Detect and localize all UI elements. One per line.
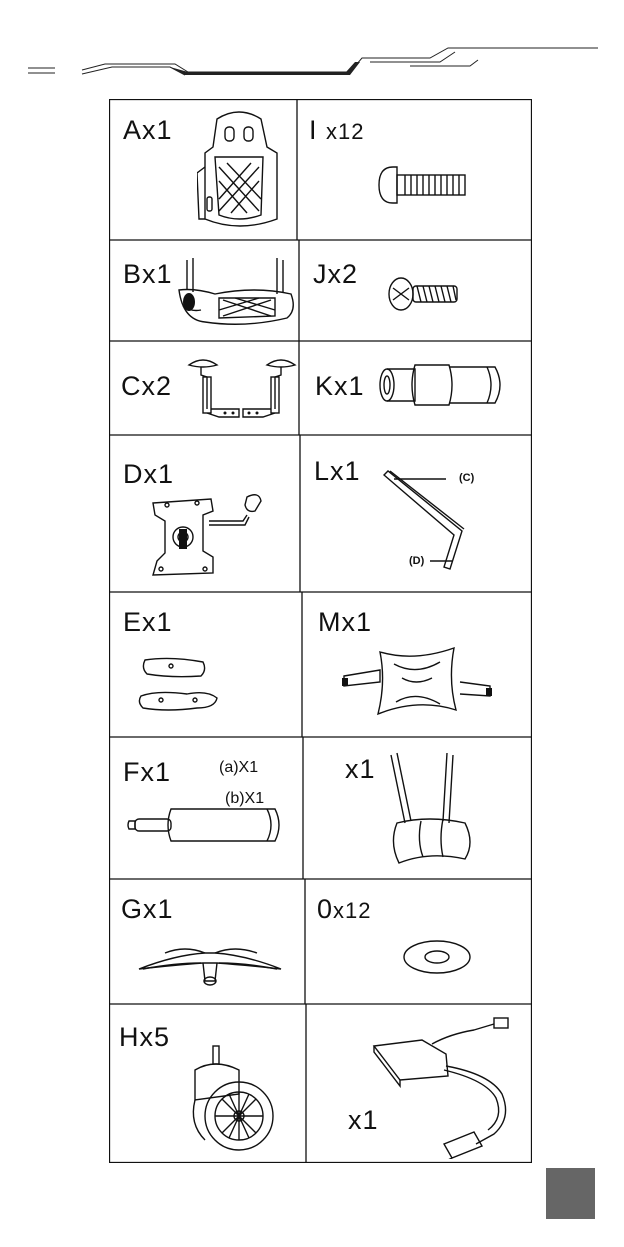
tilt-mechanism-icon bbox=[147, 491, 277, 581]
part-cell-a bbox=[109, 99, 297, 240]
part-label: Ex1 bbox=[123, 607, 173, 637]
lumbar-pillow-icon bbox=[385, 749, 475, 869]
part-cell-p bbox=[306, 1004, 532, 1163]
part-cell-i bbox=[297, 99, 532, 240]
side-cover-b-icon bbox=[137, 688, 221, 714]
seat-back-icon bbox=[197, 107, 282, 232]
part-cell-b bbox=[109, 240, 299, 341]
gas-lift-icon bbox=[125, 805, 290, 845]
part-label: Fx1 bbox=[123, 757, 172, 787]
part-label: Ax1 bbox=[123, 115, 173, 145]
part-label: Lx1 bbox=[314, 456, 361, 486]
cylinder-cover-icon bbox=[377, 363, 507, 408]
part-cell-n bbox=[303, 737, 532, 879]
armrest-icon bbox=[183, 355, 303, 430]
part-label: Gx1 bbox=[121, 894, 174, 924]
part-label: Kx1 bbox=[315, 371, 365, 401]
part-label: Dx1 bbox=[123, 459, 175, 489]
part-cell-d bbox=[109, 435, 300, 592]
bolt-icon bbox=[375, 161, 470, 211]
header-decoration bbox=[0, 40, 624, 90]
caster-wheel-icon bbox=[185, 1044, 280, 1154]
part-cell-k bbox=[299, 341, 532, 435]
usb-light-controller-icon bbox=[370, 1014, 520, 1159]
washer-icon bbox=[401, 937, 473, 977]
part-label: Cx2 bbox=[121, 371, 173, 401]
part-label: Mx1 bbox=[318, 607, 373, 637]
part-cell-c bbox=[109, 341, 299, 435]
part-label: Jx2 bbox=[313, 259, 359, 289]
callout-label: (C) bbox=[459, 472, 475, 484]
part-cell-h bbox=[109, 1004, 306, 1163]
star-base-icon bbox=[135, 935, 285, 990]
part-cell-m bbox=[302, 592, 532, 737]
part-label: 0x12 bbox=[317, 894, 372, 924]
callout-label: (D) bbox=[409, 555, 425, 567]
part-label: Bx1 bbox=[123, 259, 173, 289]
part-cell-l bbox=[300, 435, 532, 592]
parts-list-grid bbox=[109, 99, 532, 1163]
headrest-pillow-icon bbox=[340, 642, 500, 717]
subitem-label: (b)X1 bbox=[225, 790, 265, 807]
part-cell-f bbox=[109, 737, 303, 879]
part-label: Hx5 bbox=[119, 1022, 171, 1052]
part-cell-o bbox=[305, 879, 532, 1004]
side-cover-a-icon bbox=[141, 656, 211, 680]
seat-cushion-icon bbox=[175, 250, 300, 335]
part-label: x1 bbox=[348, 1105, 379, 1135]
screw-icon bbox=[383, 274, 463, 314]
subitem-label: (a)X1 bbox=[219, 759, 259, 776]
page-corner-tab bbox=[546, 1168, 595, 1219]
part-cell-j bbox=[299, 240, 532, 341]
part-label: I x12 bbox=[309, 115, 365, 145]
part-label: x1 bbox=[345, 754, 376, 784]
part-cell-g bbox=[109, 879, 305, 1004]
